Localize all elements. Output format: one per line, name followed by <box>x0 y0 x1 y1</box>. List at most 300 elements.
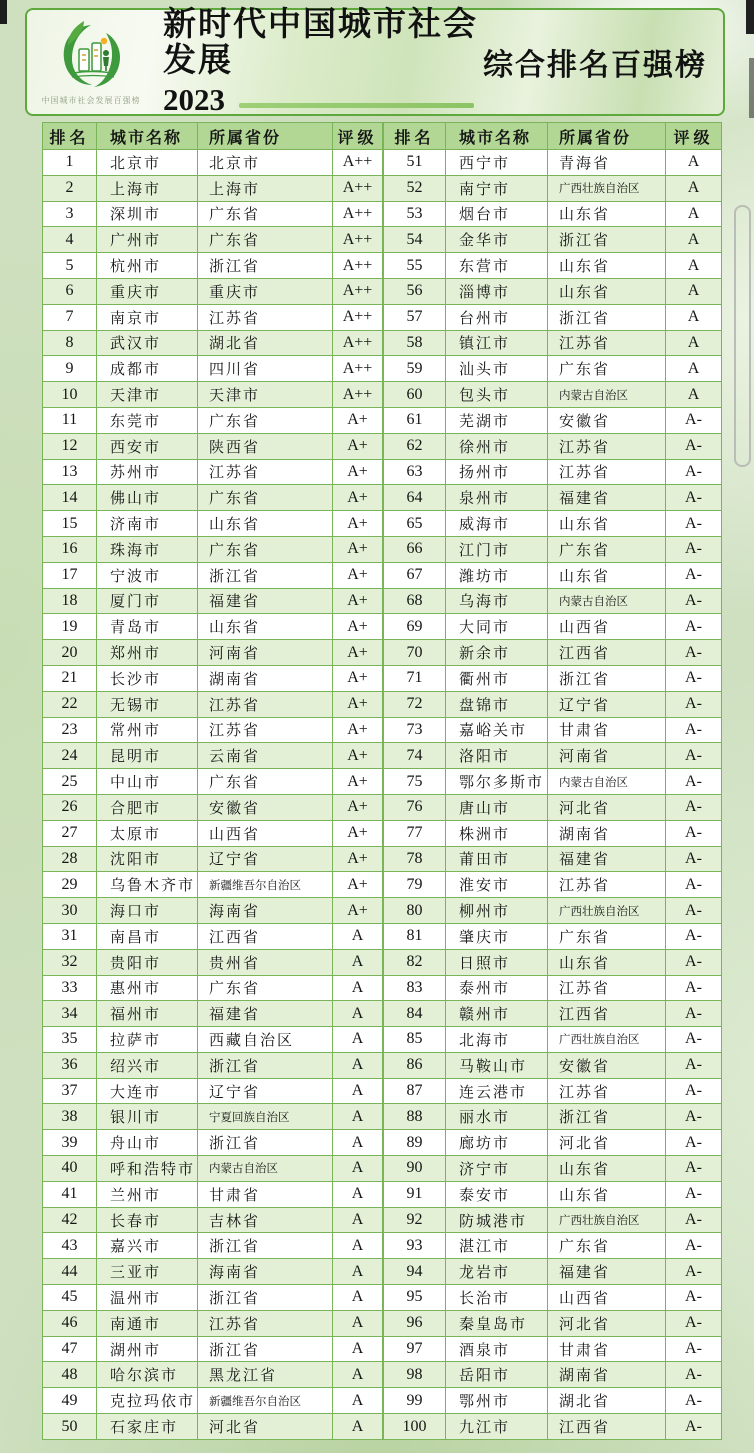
city-cell: 郑州市 <box>97 640 198 666</box>
table-row <box>384 717 722 743</box>
rating-cell: A <box>333 1362 383 1388</box>
rank-cell: 70 <box>384 640 446 666</box>
rating-cell: A- <box>666 1181 722 1207</box>
province-cell: 江苏省 <box>198 459 333 485</box>
city-cell: 莆田市 <box>446 846 548 872</box>
city-cell: 北京市 <box>97 150 198 176</box>
rating-cell: A+ <box>333 794 383 820</box>
rating-cell: A <box>333 1156 383 1182</box>
province-cell: 山东省 <box>548 201 666 227</box>
table-row <box>43 485 383 511</box>
table-row <box>43 872 383 898</box>
table-row <box>384 1233 722 1259</box>
city-cell: 长春市 <box>97 1207 198 1233</box>
province-cell: 吉林省 <box>198 1207 333 1233</box>
rank-cell: 53 <box>384 201 446 227</box>
rating-cell: A+ <box>333 511 383 537</box>
table-row <box>43 640 383 666</box>
table-row <box>43 1388 383 1414</box>
province-cell: 江苏省 <box>548 330 666 356</box>
table-row <box>384 872 722 898</box>
rating-cell: A <box>333 1181 383 1207</box>
province-cell: 河北省 <box>198 1414 333 1440</box>
province-cell: 广东省 <box>198 536 333 562</box>
province-cell: 山东省 <box>548 278 666 304</box>
table-row <box>384 923 722 949</box>
rank-cell: 47 <box>43 1336 97 1362</box>
rating-cell: A++ <box>333 278 383 304</box>
province-cell: 浙江省 <box>198 253 333 279</box>
table-row <box>43 820 383 846</box>
city-cell: 上海市 <box>97 175 198 201</box>
province-cell: 海南省 <box>198 1259 333 1285</box>
rank-cell: 7 <box>43 304 97 330</box>
rating-cell: A- <box>666 769 722 795</box>
city-cell: 银川市 <box>97 1104 198 1130</box>
rank-cell: 58 <box>384 330 446 356</box>
rank-cell: 66 <box>384 536 446 562</box>
province-cell: 北京市 <box>198 150 333 176</box>
table-row <box>384 278 722 304</box>
province-cell: 广西壮族自治区 <box>548 1027 666 1053</box>
province-cell: 安徽省 <box>548 1052 666 1078</box>
province-cell: 河北省 <box>548 794 666 820</box>
province-cell: 江苏省 <box>548 433 666 459</box>
rank-cell: 84 <box>384 1001 446 1027</box>
rank-cell: 77 <box>384 820 446 846</box>
province-cell: 广东省 <box>198 975 333 1001</box>
table-row <box>384 640 722 666</box>
city-cell: 南京市 <box>97 304 198 330</box>
logo-caption: 中国城市社会发展百强榜 <box>41 95 141 105</box>
province-cell: 江苏省 <box>548 975 666 1001</box>
table-row <box>43 407 383 433</box>
city-cell: 三亚市 <box>97 1259 198 1285</box>
rank-cell: 83 <box>384 975 446 1001</box>
rating-cell: A <box>666 227 722 253</box>
rating-cell: A+ <box>333 872 383 898</box>
rating-cell: A- <box>666 1207 722 1233</box>
city-cell: 泰安市 <box>446 1181 548 1207</box>
table-row <box>384 433 722 459</box>
city-cell: 厦门市 <box>97 588 198 614</box>
city-cell: 威海市 <box>446 511 548 537</box>
province-cell: 江苏省 <box>548 872 666 898</box>
province-cell: 湖南省 <box>548 1362 666 1388</box>
table-row <box>43 691 383 717</box>
table-row <box>384 1388 722 1414</box>
rank-cell: 12 <box>43 433 97 459</box>
rank-cell: 74 <box>384 743 446 769</box>
province-cell: 广西壮族自治区 <box>548 175 666 201</box>
rank-cell: 28 <box>43 846 97 872</box>
rating-cell: A <box>333 1310 383 1336</box>
rank-cell: 43 <box>43 1233 97 1259</box>
rating-cell: A- <box>666 717 722 743</box>
province-cell: 山东省 <box>548 1156 666 1182</box>
table-row <box>384 1207 722 1233</box>
city-cell: 惠州市 <box>97 975 198 1001</box>
rating-cell: A++ <box>333 175 383 201</box>
rating-cell: A+ <box>333 536 383 562</box>
province-cell: 云南省 <box>198 743 333 769</box>
rating-cell: A+ <box>333 820 383 846</box>
province-cell: 广东省 <box>198 769 333 795</box>
table-row <box>384 614 722 640</box>
city-cell: 嘉兴市 <box>97 1233 198 1259</box>
column-header: 城市名称 <box>446 123 548 150</box>
rank-cell: 27 <box>43 820 97 846</box>
table-row <box>43 923 383 949</box>
rating-cell: A- <box>666 1388 722 1414</box>
rank-cell: 11 <box>43 407 97 433</box>
rating-cell: A <box>333 1104 383 1130</box>
table-row <box>43 150 383 176</box>
table-row <box>43 227 383 253</box>
province-cell: 山东省 <box>548 511 666 537</box>
province-cell: 广西壮族自治区 <box>548 898 666 924</box>
rating-cell: A <box>333 1052 383 1078</box>
province-cell: 浙江省 <box>548 304 666 330</box>
province-cell: 广东省 <box>548 356 666 382</box>
province-cell: 广东省 <box>198 201 333 227</box>
city-cell: 淄博市 <box>446 278 548 304</box>
rating-cell: A- <box>666 1078 722 1104</box>
city-cell: 丽水市 <box>446 1104 548 1130</box>
city-cell: 中山市 <box>97 769 198 795</box>
column-header: 城市名称 <box>97 123 198 150</box>
city-cell: 大连市 <box>97 1078 198 1104</box>
rank-cell: 8 <box>43 330 97 356</box>
rating-cell: A- <box>666 846 722 872</box>
table-row <box>384 562 722 588</box>
table-row <box>384 150 722 176</box>
table-row <box>384 485 722 511</box>
rating-cell: A+ <box>333 769 383 795</box>
table-row <box>384 1156 722 1182</box>
city-cell: 南通市 <box>97 1310 198 1336</box>
city-cell: 天津市 <box>97 382 198 408</box>
table-row <box>43 1285 383 1311</box>
rank-cell: 63 <box>384 459 446 485</box>
table-row <box>43 175 383 201</box>
rating-cell: A <box>333 1414 383 1440</box>
city-cell: 福州市 <box>97 1001 198 1027</box>
table-row <box>384 536 722 562</box>
city-cell: 青岛市 <box>97 614 198 640</box>
rank-cell: 19 <box>43 614 97 640</box>
province-cell: 内蒙古自治区 <box>548 769 666 795</box>
province-cell: 江苏省 <box>198 717 333 743</box>
city-cell: 绍兴市 <box>97 1052 198 1078</box>
province-cell: 河南省 <box>548 743 666 769</box>
city-cell: 台州市 <box>446 304 548 330</box>
city-cell: 扬州市 <box>446 459 548 485</box>
rating-cell: A <box>666 304 722 330</box>
city-cell: 太原市 <box>97 820 198 846</box>
province-cell: 湖南省 <box>198 665 333 691</box>
rating-cell: A <box>333 1130 383 1156</box>
column-header: 所属省份 <box>198 123 333 150</box>
rank-cell: 17 <box>43 562 97 588</box>
city-cell: 石家庄市 <box>97 1414 198 1440</box>
province-cell: 山东省 <box>548 949 666 975</box>
table-row <box>43 1027 383 1053</box>
rating-cell: A- <box>666 975 722 1001</box>
logo <box>27 19 155 106</box>
table-row <box>43 949 383 975</box>
rating-cell: A <box>333 1001 383 1027</box>
rank-cell: 60 <box>384 382 446 408</box>
city-cell: 武汉市 <box>97 330 198 356</box>
rating-cell: A- <box>666 665 722 691</box>
rating-cell: A++ <box>333 304 383 330</box>
city-cell: 贵阳市 <box>97 949 198 975</box>
province-cell: 江苏省 <box>198 304 333 330</box>
province-cell: 浙江省 <box>198 562 333 588</box>
city-cell: 九江市 <box>446 1414 548 1440</box>
city-cell: 淮安市 <box>446 872 548 898</box>
province-cell: 内蒙古自治区 <box>548 382 666 408</box>
screen-edge-artifact-left <box>0 0 7 24</box>
city-cell: 南昌市 <box>97 923 198 949</box>
province-cell: 浙江省 <box>198 1285 333 1311</box>
table-header-row <box>384 123 722 150</box>
table-row <box>43 459 383 485</box>
city-cell: 柳州市 <box>446 898 548 924</box>
table-row <box>384 691 722 717</box>
rank-cell: 44 <box>43 1259 97 1285</box>
table-row <box>43 1259 383 1285</box>
screen-edge-artifact-right <box>746 0 754 34</box>
city-cell: 连云港市 <box>446 1078 548 1104</box>
table-row <box>384 794 722 820</box>
rank-cell: 90 <box>384 1156 446 1182</box>
table-row <box>384 820 722 846</box>
ranking-table-right <box>383 122 722 1440</box>
ranking-table-left <box>42 122 383 1440</box>
rating-cell: A++ <box>333 253 383 279</box>
table-row <box>43 278 383 304</box>
province-cell: 山西省 <box>198 820 333 846</box>
city-cell: 镇江市 <box>446 330 548 356</box>
table-row <box>384 1104 722 1130</box>
city-cell: 芜湖市 <box>446 407 548 433</box>
table-row <box>43 201 383 227</box>
rating-cell: A+ <box>333 898 383 924</box>
table-row <box>384 1130 722 1156</box>
rank-cell: 29 <box>43 872 97 898</box>
province-cell: 宁夏回族自治区 <box>198 1104 333 1130</box>
table-row <box>384 227 722 253</box>
province-cell: 山东省 <box>198 511 333 537</box>
column-header: 评级 <box>666 123 722 150</box>
province-cell: 四川省 <box>198 356 333 382</box>
rating-cell: A+ <box>333 665 383 691</box>
table-row <box>43 1001 383 1027</box>
city-cell: 廊坊市 <box>446 1130 548 1156</box>
rating-cell: A+ <box>333 588 383 614</box>
table-row <box>43 356 383 382</box>
province-cell: 上海市 <box>198 175 333 201</box>
rating-cell: A++ <box>333 201 383 227</box>
province-cell: 福建省 <box>198 588 333 614</box>
rank-cell: 37 <box>43 1078 97 1104</box>
title-block <box>155 3 483 119</box>
rank-cell: 49 <box>43 1388 97 1414</box>
rating-cell: A <box>666 150 722 176</box>
city-cell: 日照市 <box>446 949 548 975</box>
rank-cell: 62 <box>384 433 446 459</box>
province-cell: 辽宁省 <box>198 1078 333 1104</box>
city-cell: 兰州市 <box>97 1181 198 1207</box>
table-row <box>43 1104 383 1130</box>
rank-cell: 48 <box>43 1362 97 1388</box>
rating-cell: A- <box>666 1001 722 1027</box>
rating-cell: A- <box>666 1414 722 1440</box>
table-row <box>43 1181 383 1207</box>
rank-cell: 100 <box>384 1414 446 1440</box>
scrollbar-thumb[interactable] <box>734 205 751 467</box>
rank-cell: 92 <box>384 1207 446 1233</box>
table-row <box>384 769 722 795</box>
rating-cell: A- <box>666 1027 722 1053</box>
table-row <box>43 846 383 872</box>
rating-cell: A <box>333 1027 383 1053</box>
table-row <box>384 1310 722 1336</box>
table-row <box>384 1027 722 1053</box>
rating-cell: A- <box>666 459 722 485</box>
city-cell: 衢州市 <box>446 665 548 691</box>
rank-cell: 24 <box>43 743 97 769</box>
rating-cell: A+ <box>333 407 383 433</box>
province-cell: 福建省 <box>198 1001 333 1027</box>
leaf-city-logo-icon <box>54 19 128 93</box>
province-cell: 福建省 <box>548 846 666 872</box>
column-header: 所属省份 <box>548 123 666 150</box>
rank-cell: 59 <box>384 356 446 382</box>
header-banner <box>25 3 725 118</box>
table-row <box>384 898 722 924</box>
table-row <box>384 743 722 769</box>
table-row <box>384 459 722 485</box>
title-underline-bar <box>239 103 474 108</box>
province-cell: 浙江省 <box>198 1336 333 1362</box>
table-row <box>384 356 722 382</box>
city-cell: 株洲市 <box>446 820 548 846</box>
rank-cell: 68 <box>384 588 446 614</box>
table-row <box>43 1310 383 1336</box>
rank-cell: 16 <box>43 536 97 562</box>
rank-cell: 51 <box>384 150 446 176</box>
city-cell: 南宁市 <box>446 175 548 201</box>
rank-cell: 89 <box>384 1130 446 1156</box>
rating-cell: A- <box>666 1336 722 1362</box>
city-cell: 鄂州市 <box>446 1388 548 1414</box>
rank-cell: 22 <box>43 691 97 717</box>
province-cell: 广东省 <box>548 1233 666 1259</box>
rating-cell: A- <box>666 1104 722 1130</box>
province-cell: 海南省 <box>198 898 333 924</box>
rank-cell: 3 <box>43 201 97 227</box>
rating-cell: A- <box>666 1130 722 1156</box>
city-cell: 合肥市 <box>97 794 198 820</box>
city-cell: 昆明市 <box>97 743 198 769</box>
table-row <box>43 717 383 743</box>
city-cell: 马鞍山市 <box>446 1052 548 1078</box>
city-cell: 徐州市 <box>446 433 548 459</box>
rating-cell: A+ <box>333 743 383 769</box>
rating-cell: A- <box>666 1285 722 1311</box>
city-cell: 成都市 <box>97 356 198 382</box>
rank-cell: 75 <box>384 769 446 795</box>
table-row <box>43 743 383 769</box>
rank-cell: 98 <box>384 1362 446 1388</box>
city-cell: 乌海市 <box>446 588 548 614</box>
province-cell: 新疆维吾尔自治区 <box>198 872 333 898</box>
city-cell: 湛江市 <box>446 1233 548 1259</box>
province-cell: 辽宁省 <box>548 691 666 717</box>
province-cell: 内蒙古自治区 <box>548 588 666 614</box>
city-cell: 沈阳市 <box>97 846 198 872</box>
table-row <box>43 1078 383 1104</box>
rank-cell: 41 <box>43 1181 97 1207</box>
city-cell: 赣州市 <box>446 1001 548 1027</box>
rating-cell: A- <box>666 562 722 588</box>
province-cell: 江西省 <box>548 640 666 666</box>
city-cell: 烟台市 <box>446 201 548 227</box>
rank-cell: 46 <box>43 1310 97 1336</box>
province-cell: 浙江省 <box>548 665 666 691</box>
city-cell: 大同市 <box>446 614 548 640</box>
province-cell: 江西省 <box>198 923 333 949</box>
province-cell: 广东省 <box>548 536 666 562</box>
table-row <box>43 253 383 279</box>
city-cell: 呼和浩特市 <box>97 1156 198 1182</box>
rating-cell: A <box>666 278 722 304</box>
rank-cell: 31 <box>43 923 97 949</box>
city-cell: 肇庆市 <box>446 923 548 949</box>
province-cell: 湖北省 <box>198 330 333 356</box>
province-cell: 广东省 <box>548 923 666 949</box>
rating-cell: A- <box>666 743 722 769</box>
city-cell: 温州市 <box>97 1285 198 1311</box>
rank-cell: 67 <box>384 562 446 588</box>
rating-cell: A++ <box>333 330 383 356</box>
province-cell: 甘肃省 <box>198 1181 333 1207</box>
province-cell: 西藏自治区 <box>198 1027 333 1053</box>
rank-cell: 36 <box>43 1052 97 1078</box>
city-cell: 重庆市 <box>97 278 198 304</box>
rating-cell: A <box>666 382 722 408</box>
rank-cell: 34 <box>43 1001 97 1027</box>
table-row <box>384 1285 722 1311</box>
rating-cell: A <box>666 356 722 382</box>
province-cell: 江苏省 <box>198 691 333 717</box>
table-row <box>43 794 383 820</box>
rating-cell: A- <box>666 1156 722 1182</box>
rating-cell: A++ <box>333 227 383 253</box>
city-cell: 广州市 <box>97 227 198 253</box>
rank-cell: 35 <box>43 1027 97 1053</box>
city-cell: 西安市 <box>97 433 198 459</box>
table-row <box>43 1207 383 1233</box>
rating-cell: A- <box>666 614 722 640</box>
rating-cell: A <box>333 1233 383 1259</box>
rank-cell: 71 <box>384 665 446 691</box>
province-cell: 安徽省 <box>548 407 666 433</box>
table-row <box>43 1362 383 1388</box>
